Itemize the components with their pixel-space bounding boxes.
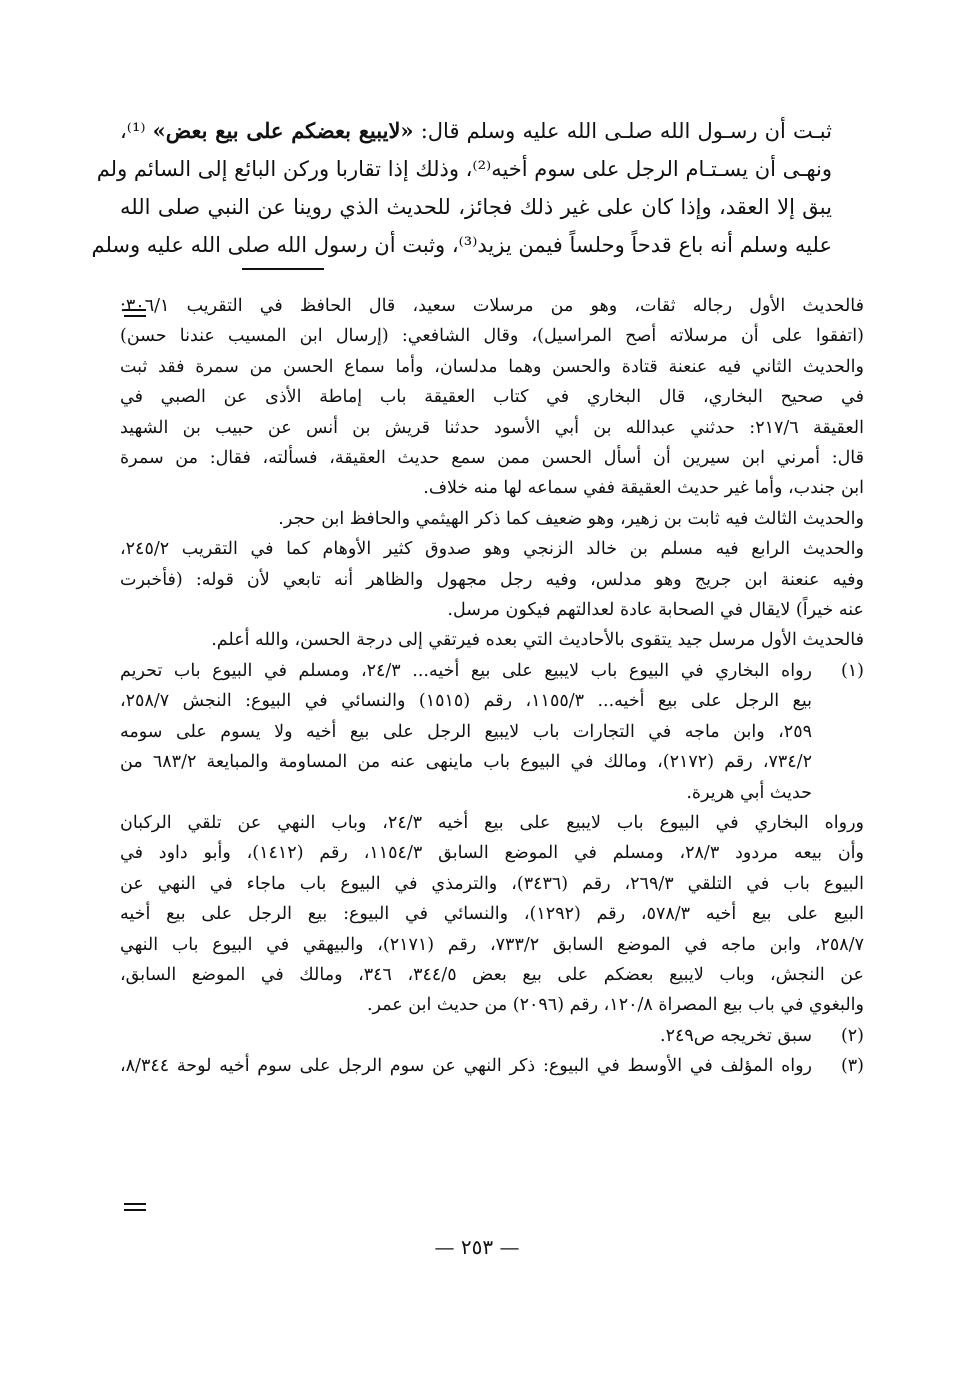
footnote-line: (اتفقوا على أن مرسلاته أصح المراسيل)، وقال الشافعي: (إرسال ابن المسيب عندنا حسن) [120, 326, 864, 347]
footnote-line: البيوع باب في التلقي ٢٦٩/٣، رقم (٣٤٣٦)، والترمذي في البيوع باب ماجاء في النهي عن [120, 873, 864, 894]
footnote-line: والحديث الرابع فيه مسلم بن خالد الزنجي وهو صدوق كثير الأوهام كما في التقريب ٢٤٥/٢، [120, 539, 864, 560]
footnote-line: وأن بيعه مردود ٢٨/٣، ومسلم في الموضع السابق ١١٥٤/٣، رقم (١٤١٢)، وأبو داود في [120, 843, 864, 864]
footnote-line: والحديث الثاني فيه عنعنة قتادة والحسن وهما مدلسان، وأما سماع الحسن من سمرة فقد ثبت [120, 356, 864, 377]
footnote-1 [120, 656, 864, 808]
text-underline [242, 268, 324, 270]
footnote-line: فالحديث الأول رجاله ثقات، وهو من مرسلات سعيد، قال الحافظ في التقريب ٣٠٦/١: [120, 296, 864, 316]
footnote-2 [120, 1021, 864, 1051]
page-number: — ٢٥٣ — [434, 1235, 520, 1259]
footnote-line: عنه خيراً) لايقال في الصحابة عادة لعدالتهم فيكون مرسل. [447, 600, 864, 621]
footnote-line: وفيه عنعنة ابن جريج وهو مدلس، وفيه رجل مجهول والظاهر أنه تابعي لأن قوله: (فأخبرت [120, 569, 864, 590]
footnote-line: حديث أبي هريرة. [686, 782, 812, 803]
footnote-line: رواه المؤلف في الأوسط في البيوع: ذكر النهي عن سوم الرجل على سوم أخيه لوحة ٨/٣٤٤، [120, 1056, 812, 1077]
footnote-line: ٢٥٨/٧، وابن ماجه في الموضع السابق ٧٣٣/٢، رقم (٢١٧١)، والبيهقي في البيوع باب النهي [120, 934, 864, 955]
footnote-line: ورواه البخاري في البيوع باب لايبيع على بيع أخيه ٢٤/٣، وباب النهي عن تلقي الركبان [120, 812, 864, 833]
footnote-continuation [120, 291, 864, 656]
main-line-4: عليه وسلم أنه باع قدحاً وحلساً فيمن يزيد⁽³⁾، وثبت أن رسول الله صلى الله عليه وسلم [91, 233, 832, 257]
main-text [91, 112, 832, 264]
footnote-line: ابن جندب، وأما غير حديث العقيقة ففي سماعه لها منه خلاف. [423, 478, 864, 499]
footnotes [120, 291, 864, 1082]
footnote-line: رواه البخاري في البيوع باب لايبيع على بيع أخيه... ٢٤/٣، ومسلم في البيوع باب تحريم [120, 660, 812, 681]
main-line-1: ثبـت أن رسـول الله صلـى الله عليه وسلم قال: «لايبيع بعضكم على بيع بعض» ⁽¹⁾، [120, 118, 832, 143]
footnote-line: فالحديث الأول مرسل جيد يتقوى بالأحاديث التي بعده فيرتقي إلى درجة الحسن، والله أعلم. [211, 630, 864, 651]
footnote-line: والحديث الثالث فيه ثابت بن زهير، وهو ضعيف كما ذكر الهيثمي والحافظ ابن حجر. [278, 508, 864, 529]
hadith-quote: «لايبيع بعضكم على بيع بعض» [152, 118, 414, 143]
footnote-3 [120, 1051, 864, 1081]
footnote-line: والبغوي في باب بيع المصراة ١٢٠/٨، رقم (٢٠٩٦) من حديث ابن عمر. [366, 995, 864, 1016]
main-line-3: يبق إلا العقد، وإذا كان على غير ذلك فجائز، للحديث الذي روينا عن النبي صلى الله [120, 195, 832, 219]
footnote-line: بيع الرجل على بيع أخيه... ١١٥٥/٣، رقم (١٥١٥) والنسائي في البيوع: النجش ٢٥٨/٧، [120, 691, 812, 712]
footnote-line: ٧٣٤/٢، رقم (٢١٧٢)، ومالك في البيوع باب ماينهى عنه من المساومة والمبايعة ٦٨٣/٢ من [120, 752, 812, 773]
footnote-line: العقيقة ٢١٧/٦: حدثني عبدالله بن أبي الأسود حدثنا قريش بن أنس عن حبيب بن الشهيد [120, 417, 864, 438]
footnote-line: البيع على بيع أخيه ٥٧٨/٣، رقم (١٢٩٢)، والنسائي في البيوع: بيع الرجل على بيع أخيه [120, 904, 864, 925]
footnote-line: في صحيح البخاري، قال البخاري في كتاب العقيقة باب إماطة الأذى عن الصبي في [120, 387, 864, 408]
footnote-line: سبق تخريجه ص٢٤٩. [660, 1025, 812, 1046]
footnote-number: (٣) [840, 1056, 864, 1077]
footnote-1-continued [120, 808, 864, 1021]
footnote-line: قال: أمرني ابن سيرين أن أسأل الحسن ممن سمع حديث العقيقة، فسألته، فقال: من سمرة [120, 448, 864, 469]
footnote-line: ٢٥٩، وابن ماجه في التجارات باب لايبيع الرجل على بيع أخيه ولا يسوم على سومه [120, 721, 812, 742]
footnote-line: عن النجش، وباب لايبيع بعضكم على بيع بعض ٣٤٤/٥، ٣٤٦، ومالك في الموضع السابق، [120, 964, 864, 985]
footnote-number: (١) [840, 660, 864, 681]
main-line-2: ونهـى أن يسـتـام الرجل على سوم أخيه⁽²⁾، وذلك إذا تقاربا وركن البائع إلى السائم ولم [96, 157, 832, 181]
footnote-number: (٢) [840, 1025, 864, 1046]
